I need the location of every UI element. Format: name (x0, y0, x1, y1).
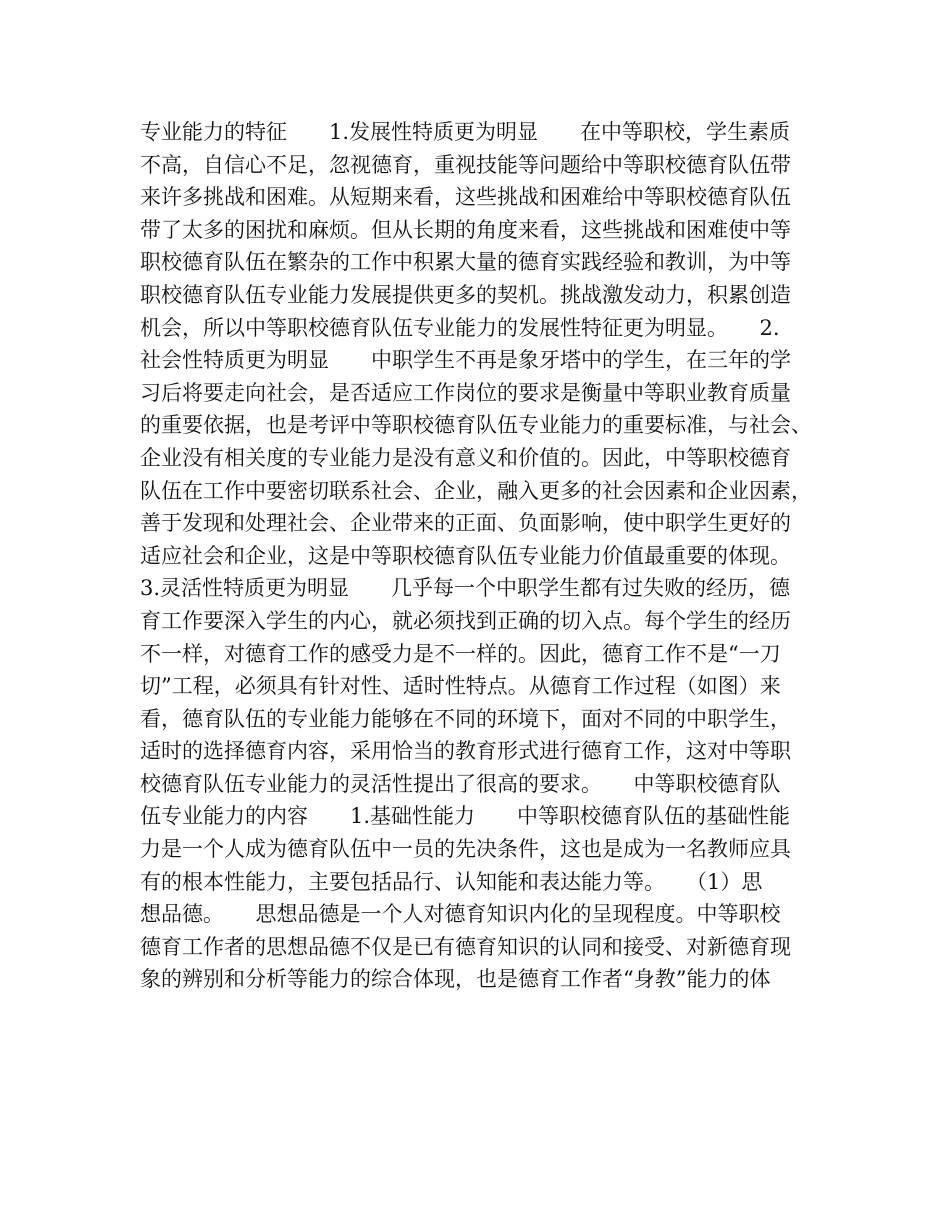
text-line: 不一样，对德育工作的感受力是不一样的。因此，德育工作不是“一刀 (140, 641, 781, 666)
text-line: 职校德育队伍在繁杂的工作中积累大量的德育实践经验和教训，为中等 (140, 250, 791, 275)
text-line: 3.灵活性特质更为明显 几乎每一个中职学生都有过失败的经历，德 (140, 576, 791, 601)
text-line: 带了太多的困扰和麻烦。但从长期的角度来看，这些挑战和困难使中等 (140, 217, 791, 242)
text-line: 德育工作者的思想品德不仅是已有德育知识的认同和接受、对新德育现 (140, 934, 791, 959)
text-line: 力是一个人成为德育队伍中一员的先决条件，这也是成为一名教师应具 (140, 837, 791, 862)
text-line: 切”工程，必须具有针对性、适时性特点。从德育工作过程（如图）来 (140, 674, 781, 699)
text-line: 职校德育队伍专业能力发展提供更多的契机。挑战激发动力，积累创造 (140, 282, 791, 307)
text-line: 想品德。 思想品德是一个人对德育知识内化的呈现程度。中等职校 (140, 902, 781, 927)
text-line: 伍专业能力的内容 1.基础性能力 中等职校德育队伍的基础性能 (140, 804, 791, 829)
text-line: 校德育队伍专业能力的灵活性提出了很高的要求。 中等职校德育队 (140, 771, 781, 796)
text-line: 育工作要深入学生的内心，就必须找到正确的切入点。每个学生的经历 (140, 608, 791, 633)
text-line: 队伍在工作中要密切联系社会、企业，融入更多的社会因素和企业因素， (140, 478, 812, 503)
text-line: 不高，自信心不足，忽视德育，重视技能等问题给中等职校德育队伍带 (140, 152, 791, 177)
text-line: 有的根本性能力，主要包括品行、认知能和表达能力等。 （1）思 (140, 869, 763, 894)
text-line: 企业没有相关度的专业能力是没有意义和价值的。因此，中等职校德育 (140, 445, 791, 470)
text-line: 专业能力的特征 1.发展性特质更为明显 在中等职校，学生素质 (140, 120, 791, 144)
text-line: 机会，所以中等职校德育队伍专业能力的发展性特征更为明显。 2. (140, 315, 780, 340)
body-text (140, 116, 830, 996)
text-line: 适时的选择德育内容，采用恰当的教育形式进行德育工作，这对中等职 (140, 739, 791, 764)
text-line: 看，德育队伍的专业能力能够在不同的环境下，面对不同的中职学生， (140, 706, 791, 731)
text-line: 的重要依据，也是考评中等职校德育队伍专业能力的重要标准，与社会、 (140, 413, 812, 438)
text-line: 善于发现和处理社会、企业带来的正面、负面影响，使中职学生更好的 (140, 511, 791, 536)
text-line: 象的辨别和分析等能力的综合体现，也是德育工作者“身教”能力的体 (140, 967, 771, 992)
text-line: 社会性特质更为明显 中职学生不再是象牙塔中的学生，在三年的学 (140, 348, 791, 373)
text-line: 来许多挑战和困难。从短期来看，这些挑战和困难给中等职校德育队伍 (140, 185, 791, 210)
text-line: 习后将要走向社会，是否适应工作岗位的要求是衡量中等职业教育质量 (140, 380, 791, 405)
text-line: 适应社会和企业，这是中等职校德育队伍专业能力价值最重要的体现。 (140, 543, 791, 568)
